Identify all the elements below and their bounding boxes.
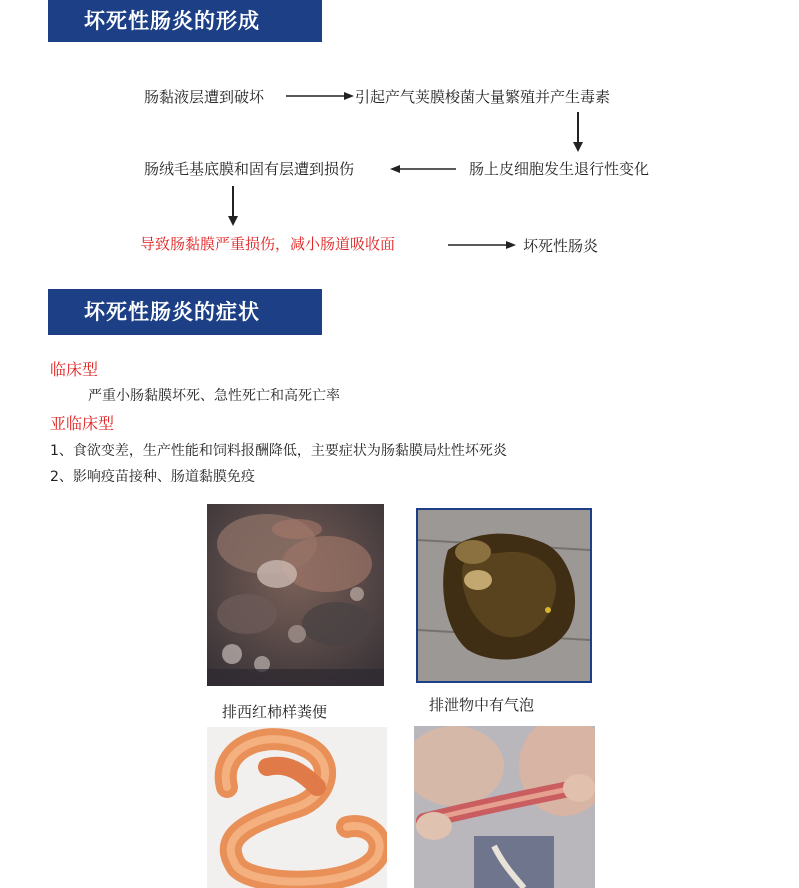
- flow-step-1: 肠黏液层遭到破坏: [144, 88, 265, 106]
- section-header-formation: [48, 0, 322, 42]
- flow-step-2: 引起产气荚膜梭菌大量繁殖并产生毒素: [355, 88, 611, 106]
- clinical-type-text: 严重小肠黏膜坏死、急性死亡和高死亡率: [88, 388, 340, 404]
- section-title-formation: 坏死性肠炎的形成: [84, 9, 260, 33]
- clinical-type-label: 临床型: [50, 360, 99, 379]
- photo-caption-bubbly-excreta: 排泄物中有气泡: [429, 696, 535, 714]
- arrow-down-2: [225, 186, 241, 228]
- subclinical-item-2: 2、影响疫苗接种、肠道黏膜免疫: [50, 469, 255, 485]
- section-title-symptoms: 坏死性肠炎的症状: [84, 300, 260, 324]
- subclinical-item-1: 1、食欲变差，生产性能和饲料报酬降低，主要症状为肠黏膜局灶性坏死炎: [50, 443, 507, 459]
- arrow-right-1: [286, 88, 356, 104]
- photo-bubbly-excreta: [416, 508, 592, 683]
- flow-step-5: 导致肠黏膜严重损伤，减小肠道吸收面: [140, 235, 396, 253]
- section-header-symptoms: [48, 289, 322, 335]
- flow-step-6: 坏死性肠炎: [523, 237, 599, 255]
- photo-dissection: [414, 726, 595, 888]
- photo-caption-tomato-feces: 排西红柿样粪便: [222, 703, 328, 721]
- photo-tomato-feces: [207, 504, 384, 686]
- arrow-down-1: [570, 112, 586, 154]
- flow-step-3: 肠上皮细胞发生退行性变化: [469, 160, 650, 178]
- subclinical-type-label: 亚临床型: [50, 414, 115, 433]
- arrow-left-1: [390, 161, 458, 177]
- flow-step-4: 肠绒毛基底膜和固有层遭到损伤: [144, 160, 355, 178]
- photo-intestine: [207, 727, 387, 888]
- arrow-right-2: [448, 237, 518, 253]
